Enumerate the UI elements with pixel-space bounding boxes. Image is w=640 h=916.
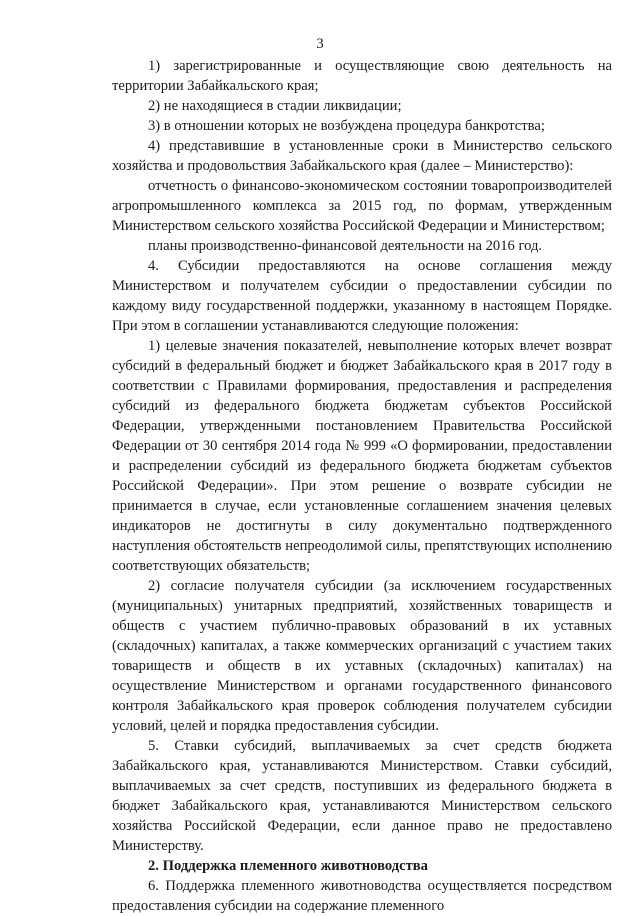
paragraph: 5. Ставки субсидий, выплачиваемых за счет средств бюджета Забайкальского края, устанавливаются Министерством. Ставки субсидий, выплачиваемых за счет средств, поступивших из федерального бюджета в бюджет Забайкальского края, устанавливаются Министерством сельского хозяйства Российской Федерации, если данное право не предоставлено Министерству. [112, 738, 612, 854]
page-number: 3 [316, 36, 324, 52]
paragraph: 1) зарегистрированные и осуществляющие свою деятельность на территории Забайкальского края; [112, 58, 612, 94]
paragraph: 2) согласие получателя субсидии (за исключением государственных (муниципальных) унитарных предприятий, хозяйственных товариществ и обществ с участием публично-правовых образований в их уставных (складочных) капиталах, а также коммерческих организаций с участием таких товариществ и обществ в их уставных (складочных) капиталах) на осуществление Министерством и органами государственного финансового контроля Забайкальского края проверок соблюдения получателем субсидии условий, целей и порядка предоставления субсидии. [112, 578, 612, 734]
paragraph: 4. Субсидии предоставляются на основе соглашения между Министерством и получателем субсидии о предоставлении субсидии по каждому виду государственной поддержки, указанному в настоящем Порядке. При этом в соглашении устанавливаются следующие положения: [112, 258, 612, 334]
paragraph: 6. Поддержка племенного животноводства осуществляется посредством предоставления субсидии на содержание племенного [112, 878, 612, 914]
document-body [112, 56, 612, 916]
paragraph: 3) в отношении которых не возбуждена процедура банкротства; [148, 118, 545, 134]
section-heading: 2. Поддержка племенного животноводства [148, 858, 428, 874]
paragraph: планы производственно-финансовой деятельности на 2016 год. [148, 238, 543, 254]
paragraph: отчетность о финансово-экономическом состоянии товаропроизводителей агропромышленного комплекса за 2015 год, по формам, утвержденным Министерством сельского хозяйства Российской Федерации и Министерством; [112, 178, 612, 234]
paragraph: 1) целевые значения показателей, невыполнение которых влечет возврат субсидий в федеральный бюджет и бюджет Забайкальского края в 2017 году в соответствии с Правилами формирования, предоставления и распределения субсидий из федерального бюджета бюджетам субъектов Российской Федерации, утвержденными постановлением Правительства Российской Федерации от 30 сентября 2014 года № 999 «О формировании, предоставлении и распределении субсидий из федерального бюджета бюджетам субъектов Российской Федерации». При этом решение о возврате субсидии не принимается в случае, если установленные соглашением значения целевых индикаторов не достигнуты в силу документально подтвержденного наступления обстоятельств непреодолимой силы, препятствующих исполнению соответствующих обязательств; [112, 338, 612, 574]
paragraph: 2) не находящиеся в стадии ликвидации; [148, 98, 402, 114]
paragraph: 4) представившие в установленные сроки в Министерство сельского хозяйства и продовольствия Забайкальского края (далее – Министерство): [112, 138, 612, 174]
